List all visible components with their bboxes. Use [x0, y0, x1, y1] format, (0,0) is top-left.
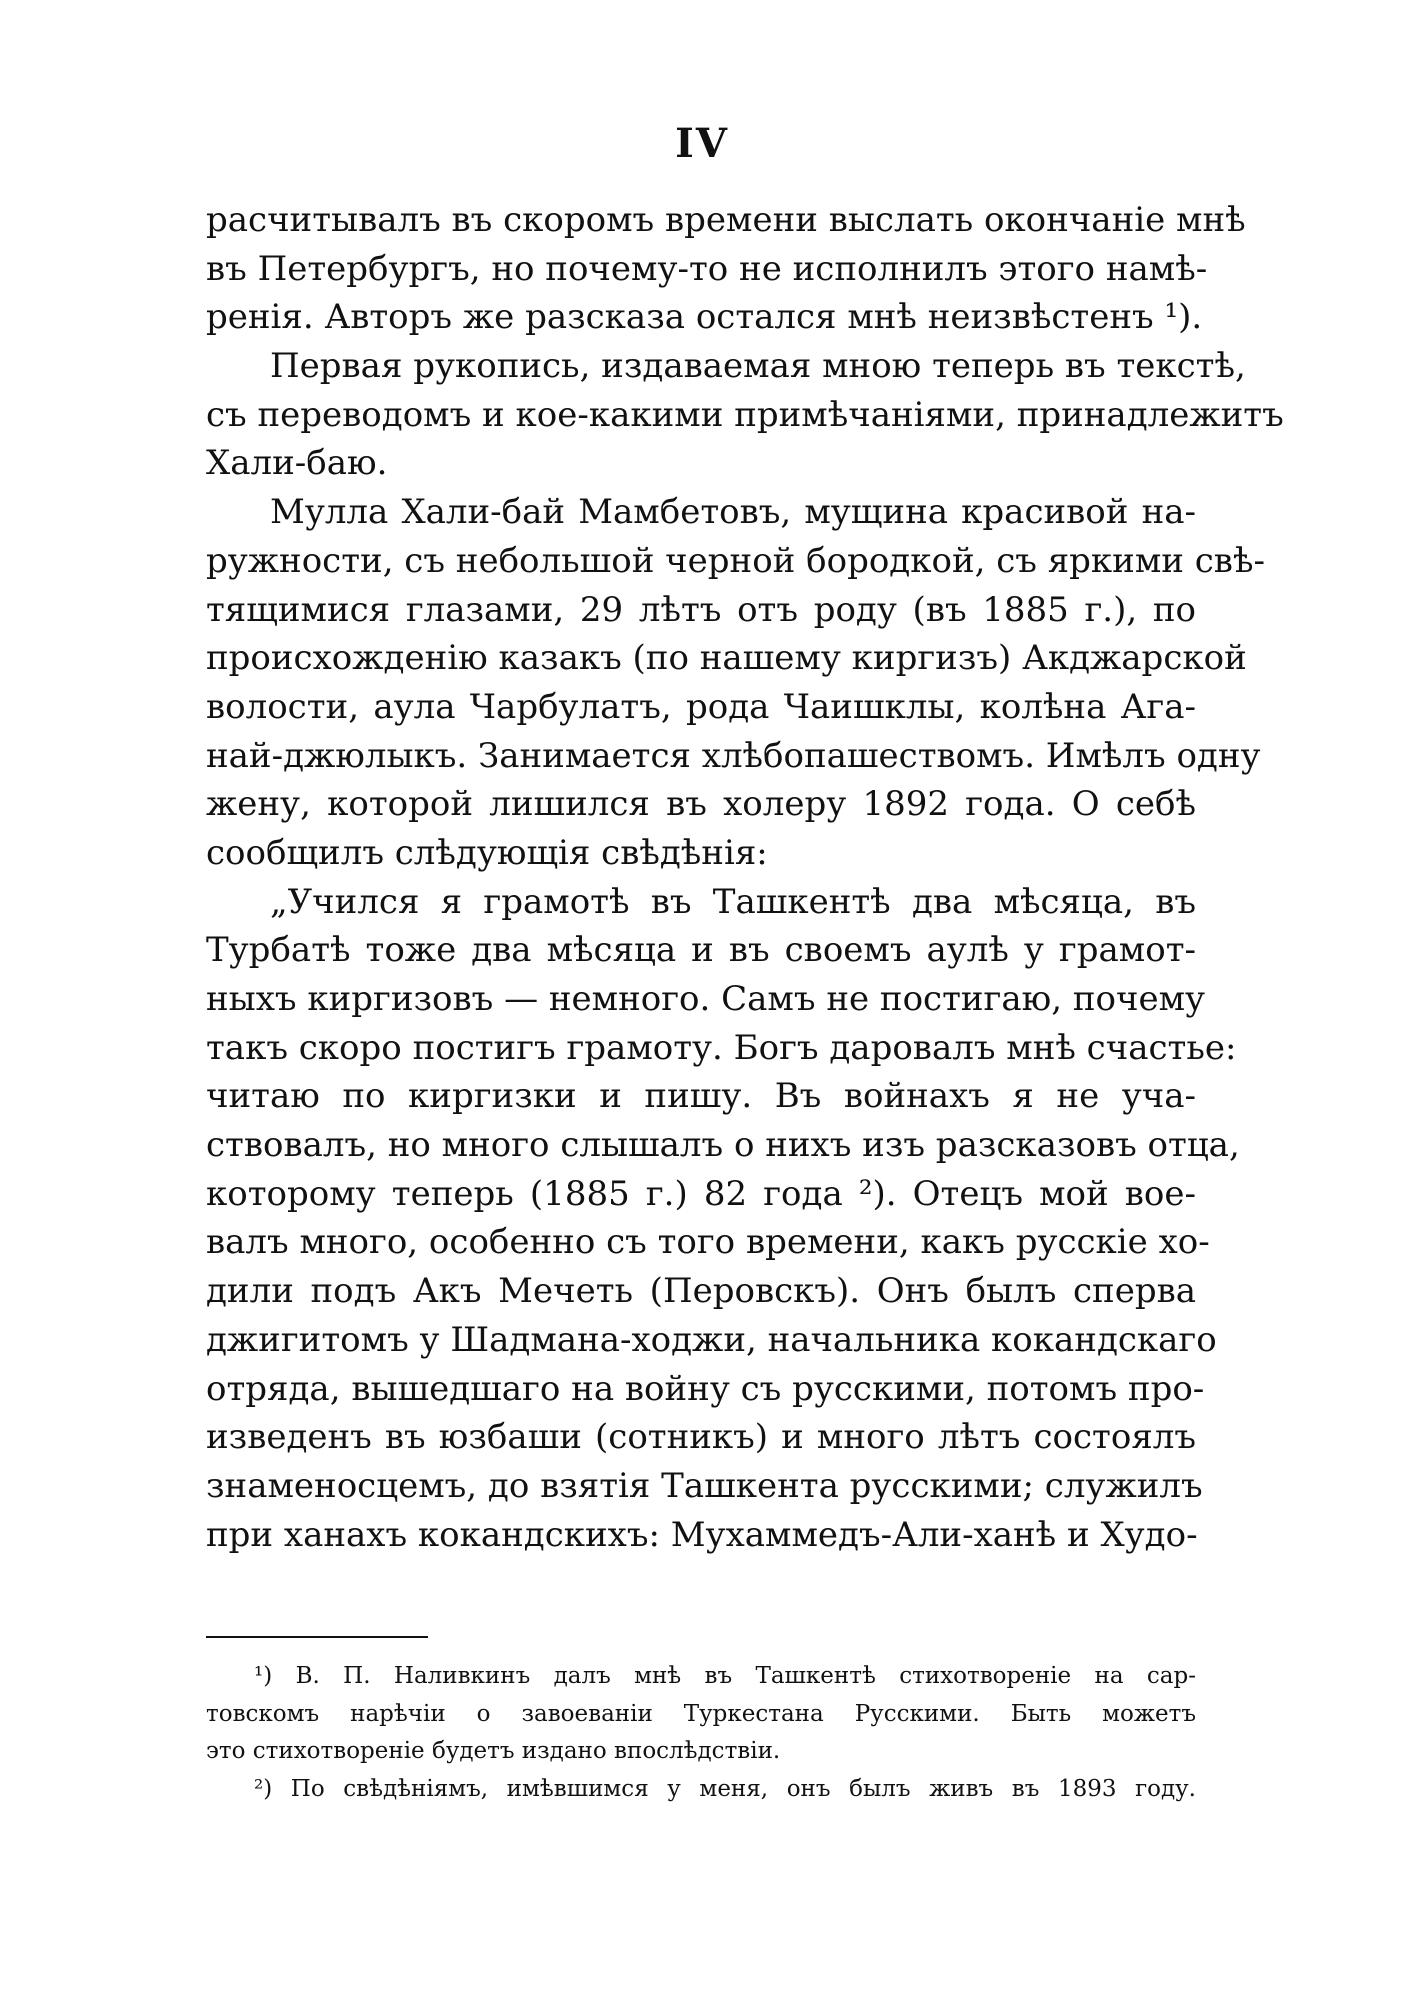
text-line: такъ скоро постигъ грамоту. Богъ даровалъ мнѣ счастье: [206, 1027, 1237, 1068]
text-line: расчитывалъ въ скоромъ времени выслать окончаніе мнѣ [206, 200, 1246, 240]
footnote-line: это стихотвореніе будетъ издано впослѣдствіи. [206, 1738, 781, 1764]
text-line: ренія. Авторъ же разсказа остался мнѣ неизвѣстенъ ¹). [206, 297, 1203, 338]
text-line: отряда, вышедшаго на войну съ русскими, потомъ про- [206, 1368, 1205, 1409]
footnote-line: ²) По свѣдѣніямъ, имѣвшимся у меня, онъ былъ живъ въ 1893 году. [254, 1775, 1196, 1802]
text-line: сообщилъ слѣдующія свѣдѣнія: [206, 832, 768, 873]
text-line: най-джюлыкъ. Занимается хлѣбопашествомъ. Имѣлъ одну [206, 735, 1261, 776]
text-line: которому теперь (1885 г.) 82 года ²). Отецъ мой вое- [206, 1173, 1196, 1214]
text-line: изведенъ въ юзбаши (сотникъ) и много лѣтъ состоялъ [206, 1417, 1196, 1458]
text-line: Мулла Хали-бай Мамбетовъ, мущина красивой на- [270, 492, 1196, 533]
footnotes [206, 1658, 1196, 1808]
text-line: Турбатѣ тоже два мѣсяца и въ своемъ аулѣ у грамот- [206, 930, 1196, 971]
paragraph [206, 488, 1265, 878]
text-line: съ переводомъ и кое-какими примѣчаніями, принадлежитъ [206, 394, 1284, 435]
text-line: ствовалъ, но много слышалъ о нихъ изъ разсказовъ отца, [206, 1125, 1240, 1166]
text-line: происхожденію казакъ (по нашему киргизъ) Акджарской [206, 638, 1247, 679]
text-line: ныхъ киргизовъ — немного. Самъ не постигаю, почему [206, 979, 1206, 1019]
body-text [206, 196, 1284, 1559]
footnote-line: товскомъ нарѣчіи о завоеваніи Туркестана Русскими. Быть можетъ [206, 1700, 1196, 1727]
footnote-divider [206, 1636, 428, 1638]
paragraph [206, 196, 1246, 342]
footnote [206, 1658, 1196, 1771]
text-line: Хали-баю. [206, 443, 388, 484]
page-number: IV [675, 120, 729, 167]
text-line: въ Петербургъ, но почему-то не исполнилъ этого намѣ- [206, 248, 1208, 289]
text-line: Первая рукопись, издаваемая мною теперь въ текстѣ, [270, 346, 1246, 387]
text-line: тящимися глазами, 29 лѣтъ отъ роду (въ 1885 г.), по [206, 589, 1196, 630]
text-line: знаменосцемъ, до взятія Ташкента русскими; служилъ [206, 1465, 1203, 1506]
text-line: читаю по киргизки и пишу. Въ войнахъ я не уча- [206, 1076, 1196, 1117]
text-line: волости, аула Чарбулатъ, рода Чаишклы, колѣна Ага- [206, 686, 1196, 727]
text-line: при ханахъ кокандскихъ: Мухаммедъ-Али-ханѣ и Худо- [206, 1514, 1198, 1555]
text-line: жену, которой лишился въ холеру 1892 года. О себѣ [206, 784, 1196, 825]
paragraph [206, 878, 1240, 1560]
text-line: дили подъ Акъ Мечеть (Перовскъ). Онъ былъ сперва [206, 1271, 1196, 1312]
footnote-line: ¹) В. П. Наливкинъ далъ мнѣ въ Ташкентѣ стихотвореніе на сар- [254, 1663, 1196, 1689]
text-line: валъ много, особенно съ того времени, какъ русскіе хо- [206, 1222, 1210, 1263]
text-line: „Учился я грамотѣ въ Ташкентѣ два мѣсяца, въ [270, 881, 1196, 922]
text-line: ружности, съ небольшой черной бородкой, съ яркими свѣ- [206, 540, 1265, 581]
paragraph [206, 342, 1284, 488]
text-line: джигитомъ у Шадмана-ходжи, начальника кокандскаго [206, 1319, 1217, 1360]
footnote [206, 1771, 1196, 1809]
